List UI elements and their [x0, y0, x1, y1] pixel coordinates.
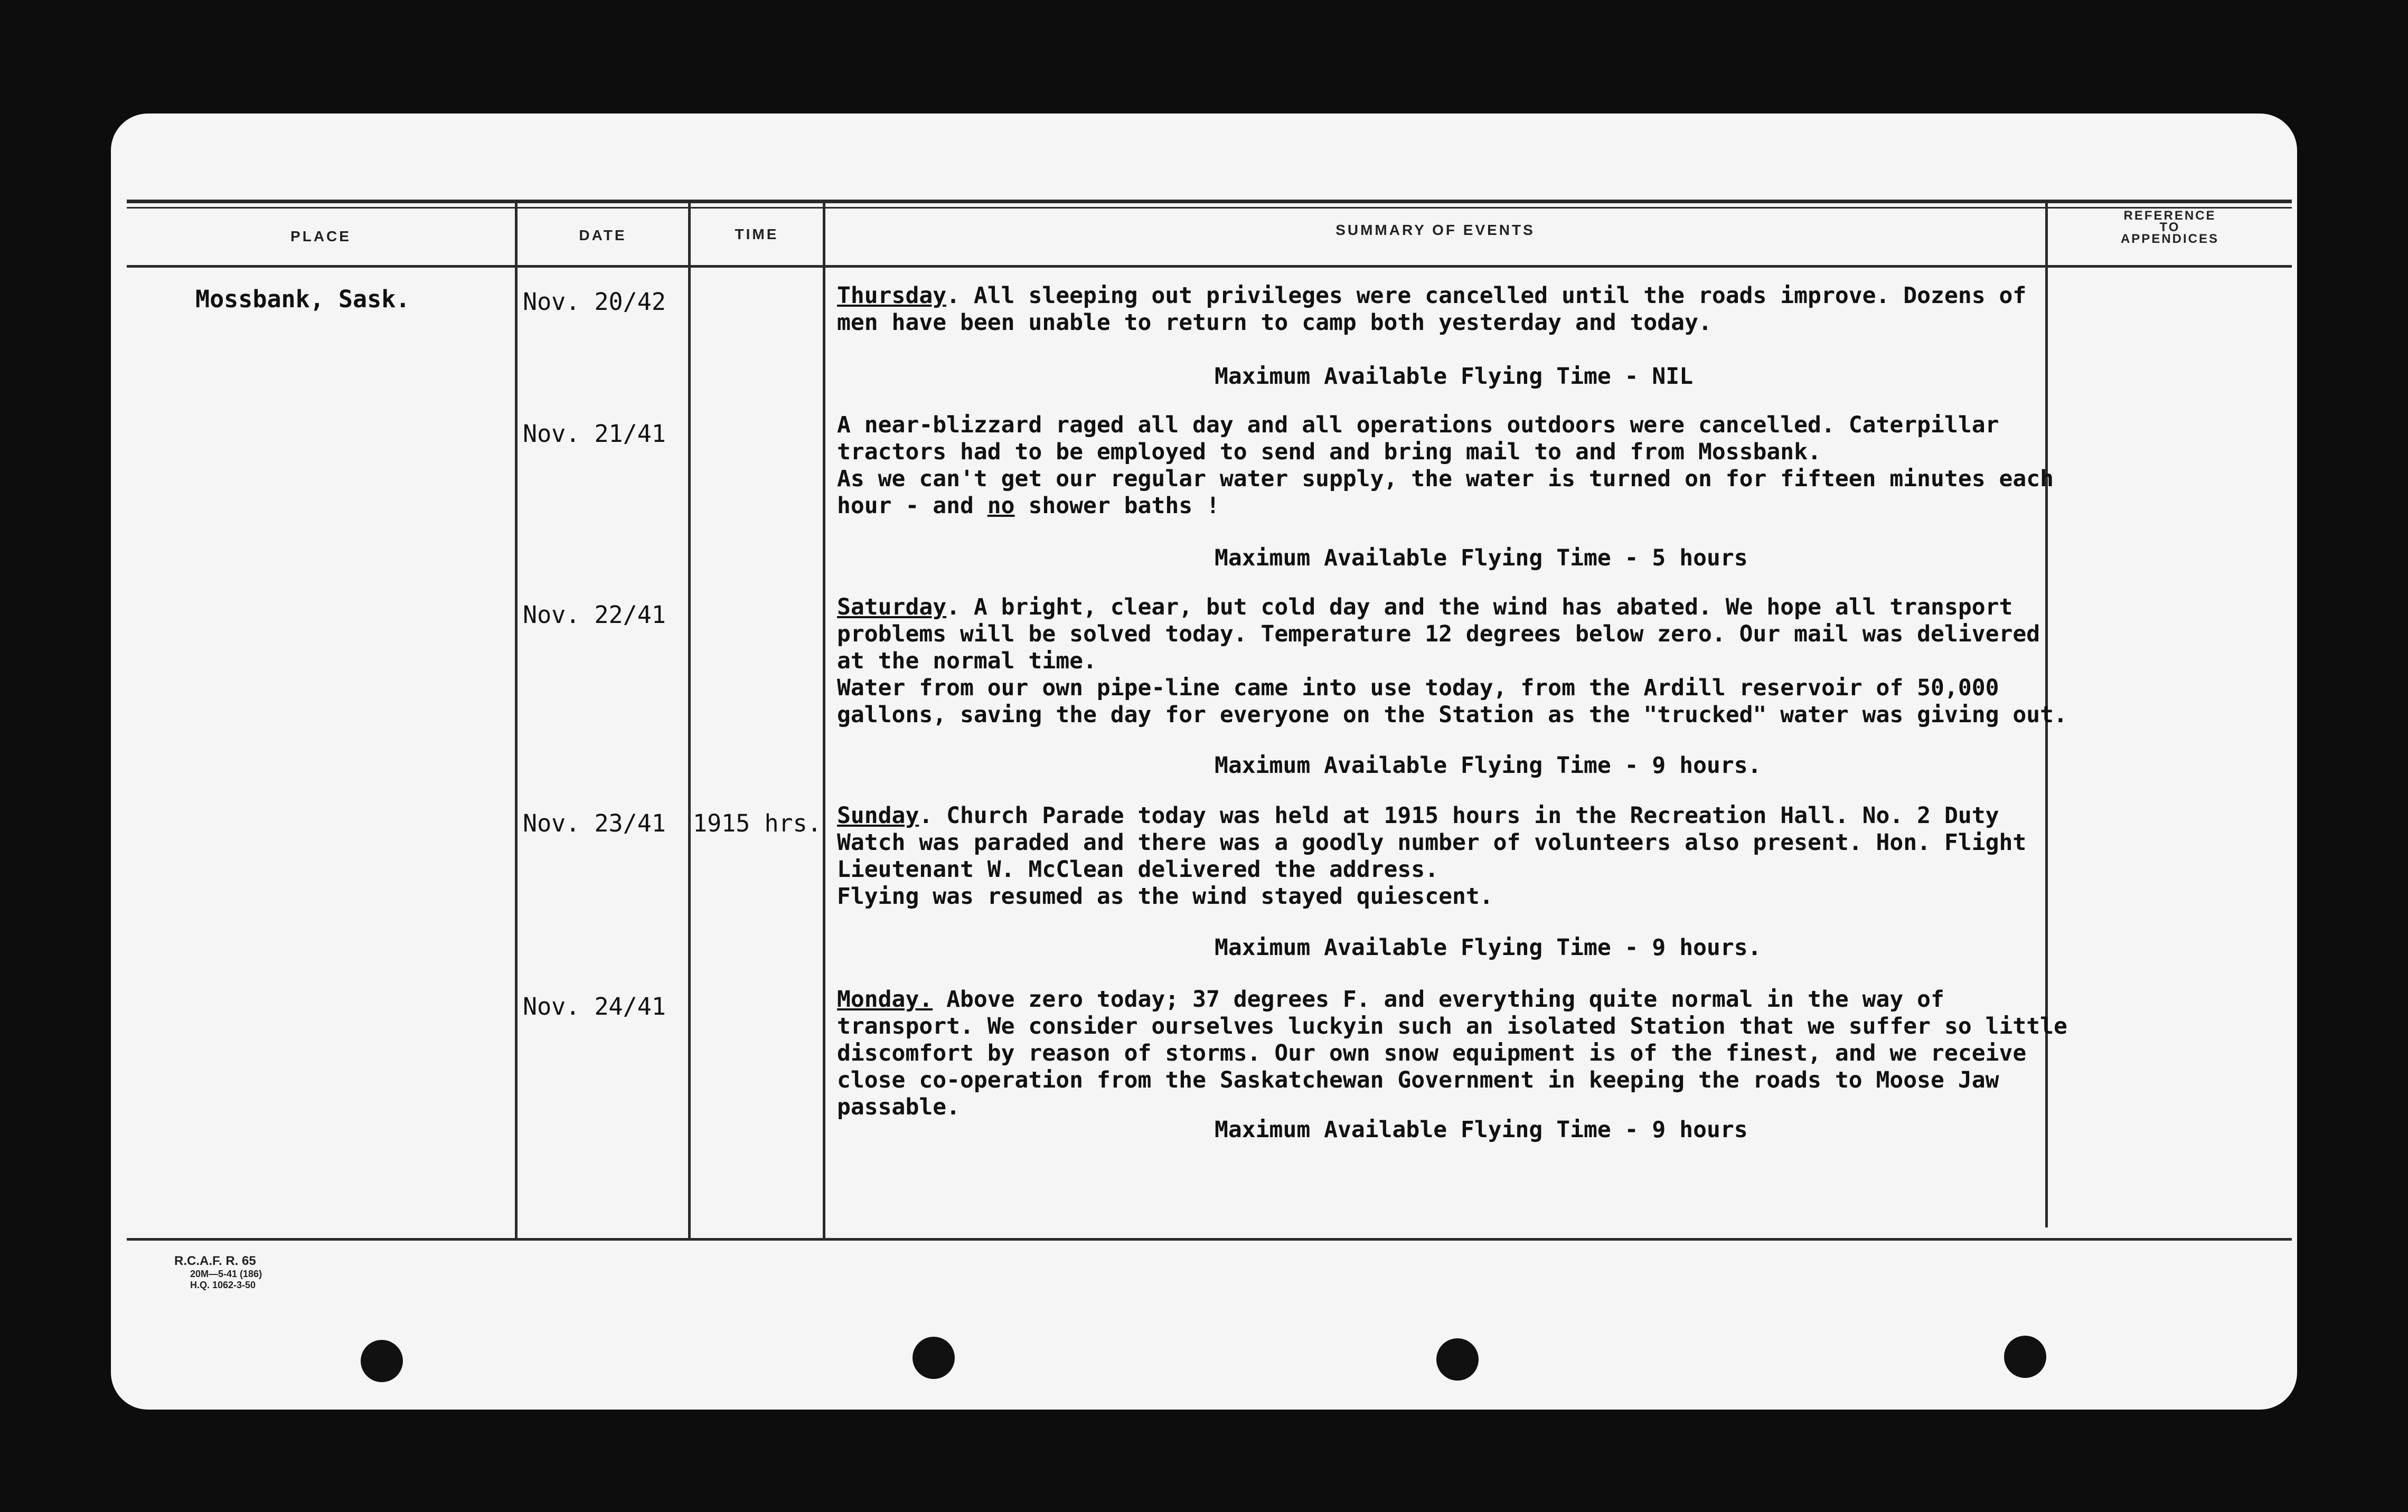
entry-text: Saturday. A bright, clear, but cold day and the wind has abated. We hope all transport problems will be solved today. Temperature 12 degrees below zero. Our mail was delivered at the normal time.	[837, 594, 2040, 674]
entry-text: . All sleeping out privileges were cancelled until the roads improve. Dozens of men have been unable to return to camp both yesterday and today.	[837, 282, 2027, 336]
binder-hole	[1436, 1338, 1479, 1381]
form-number	[174, 1254, 262, 1291]
entry-text: Above zero today; 37 degrees F. and everything quite normal in the way of transport. We consider ourselves luckyin such an isolated Station that we suffer so little discomfort by reason of storms. Our own snow equipment is of the finest, and we receive close co-operation from the Saskatchewan Government in keeping the roads to Moose Jaw passable.	[837, 986, 2067, 1120]
date-cell: Nov. 22/41	[523, 601, 666, 629]
flying-time-line: Maximum Available Flying Time - NIL	[1215, 363, 1694, 390]
header-summary: SUMMARY OF EVENTS	[1335, 222, 1535, 238]
time-cell: 1915 hrs.	[693, 809, 822, 837]
place-cell: Mossbank, Sask.	[195, 285, 410, 313]
day-name: Saturday	[837, 594, 947, 620]
column-divider-date	[688, 203, 691, 1238]
form-number-line3: H.Q. 1062-3-50	[190, 1280, 256, 1290]
bottom-rule	[127, 1238, 2292, 1241]
header-reference-line2: TO	[2159, 220, 2180, 234]
header-place: PLACE	[290, 228, 351, 244]
entry-text: Sunday. Church Parade today was held at 1915 hours in the Recreation Hall. No. 2 Duty Watch was paraded and there was a goodly number of volunteers also present. Hon. Flight Lieutenant W. McClean delivered the address.	[837, 802, 2027, 883]
header-date: DATE	[579, 227, 627, 243]
binder-hole	[913, 1337, 955, 1379]
day-name: Sunday	[837, 802, 919, 829]
day-name: Monday.	[837, 986, 933, 1013]
entry-text-continued: As we can't get our regular water supply, the water is turned on for fifteen minutes each hour - and no shower baths !	[837, 466, 2054, 519]
column-divider-place	[515, 203, 518, 1238]
header-reference-line1: REFERENCE	[2123, 209, 2216, 223]
flying-time-line: Maximum Available Flying Time - 9 hours	[1215, 1117, 1748, 1143]
summary-entry	[837, 594, 2067, 729]
entry-text-continued: Water from our own pipe-line came into use today, from the Ardill reservoir of 50,000 gallons, saving the day for everyone on the Station as the "trucked" water was giving out.	[837, 675, 2067, 728]
form-number-line2: 20M—5-41 (186)	[190, 1269, 262, 1279]
top-rule	[127, 200, 2292, 203]
date-cell: Nov. 23/41	[523, 809, 666, 837]
date-cell: Nov. 24/41	[523, 993, 666, 1020]
header-time: TIME	[735, 226, 779, 242]
date-cell: Nov. 20/42	[523, 288, 666, 316]
flying-time-line: Maximum Available Flying Time - 5 hours	[1215, 545, 1748, 571]
summary-entry	[837, 282, 2067, 336]
header-reference	[2048, 210, 2292, 245]
header-rule	[127, 265, 2292, 268]
date-cell: Nov. 21/41	[523, 420, 666, 448]
summary-entry	[837, 802, 2067, 910]
top-rule-thin	[127, 207, 2292, 209]
day-name: Thursday	[837, 282, 947, 309]
entry-text-continued: Flying was resumed as the wind stayed quiescent.	[837, 883, 1493, 910]
form-number-line1: R.C.A.F. R. 65	[174, 1254, 256, 1268]
summary-entry	[837, 986, 2067, 1121]
binder-hole	[361, 1340, 403, 1382]
column-divider-time	[823, 203, 825, 1238]
underlined-word: no	[987, 493, 1015, 519]
flying-time-line: Maximum Available Flying Time - 9 hours.	[1215, 934, 1762, 961]
header-reference-line3: APPENDICES	[2120, 232, 2219, 246]
flying-time-line: Maximum Available Flying Time - 9 hours.	[1215, 752, 1762, 779]
binder-hole	[2004, 1336, 2046, 1378]
entry-text: A near-blizzard raged all day and all operations outdoors were cancelled. Caterpillar tractors had to be employed to send and bring mail to and from Mossbank.	[837, 412, 1999, 465]
summary-entry	[837, 412, 2067, 519]
